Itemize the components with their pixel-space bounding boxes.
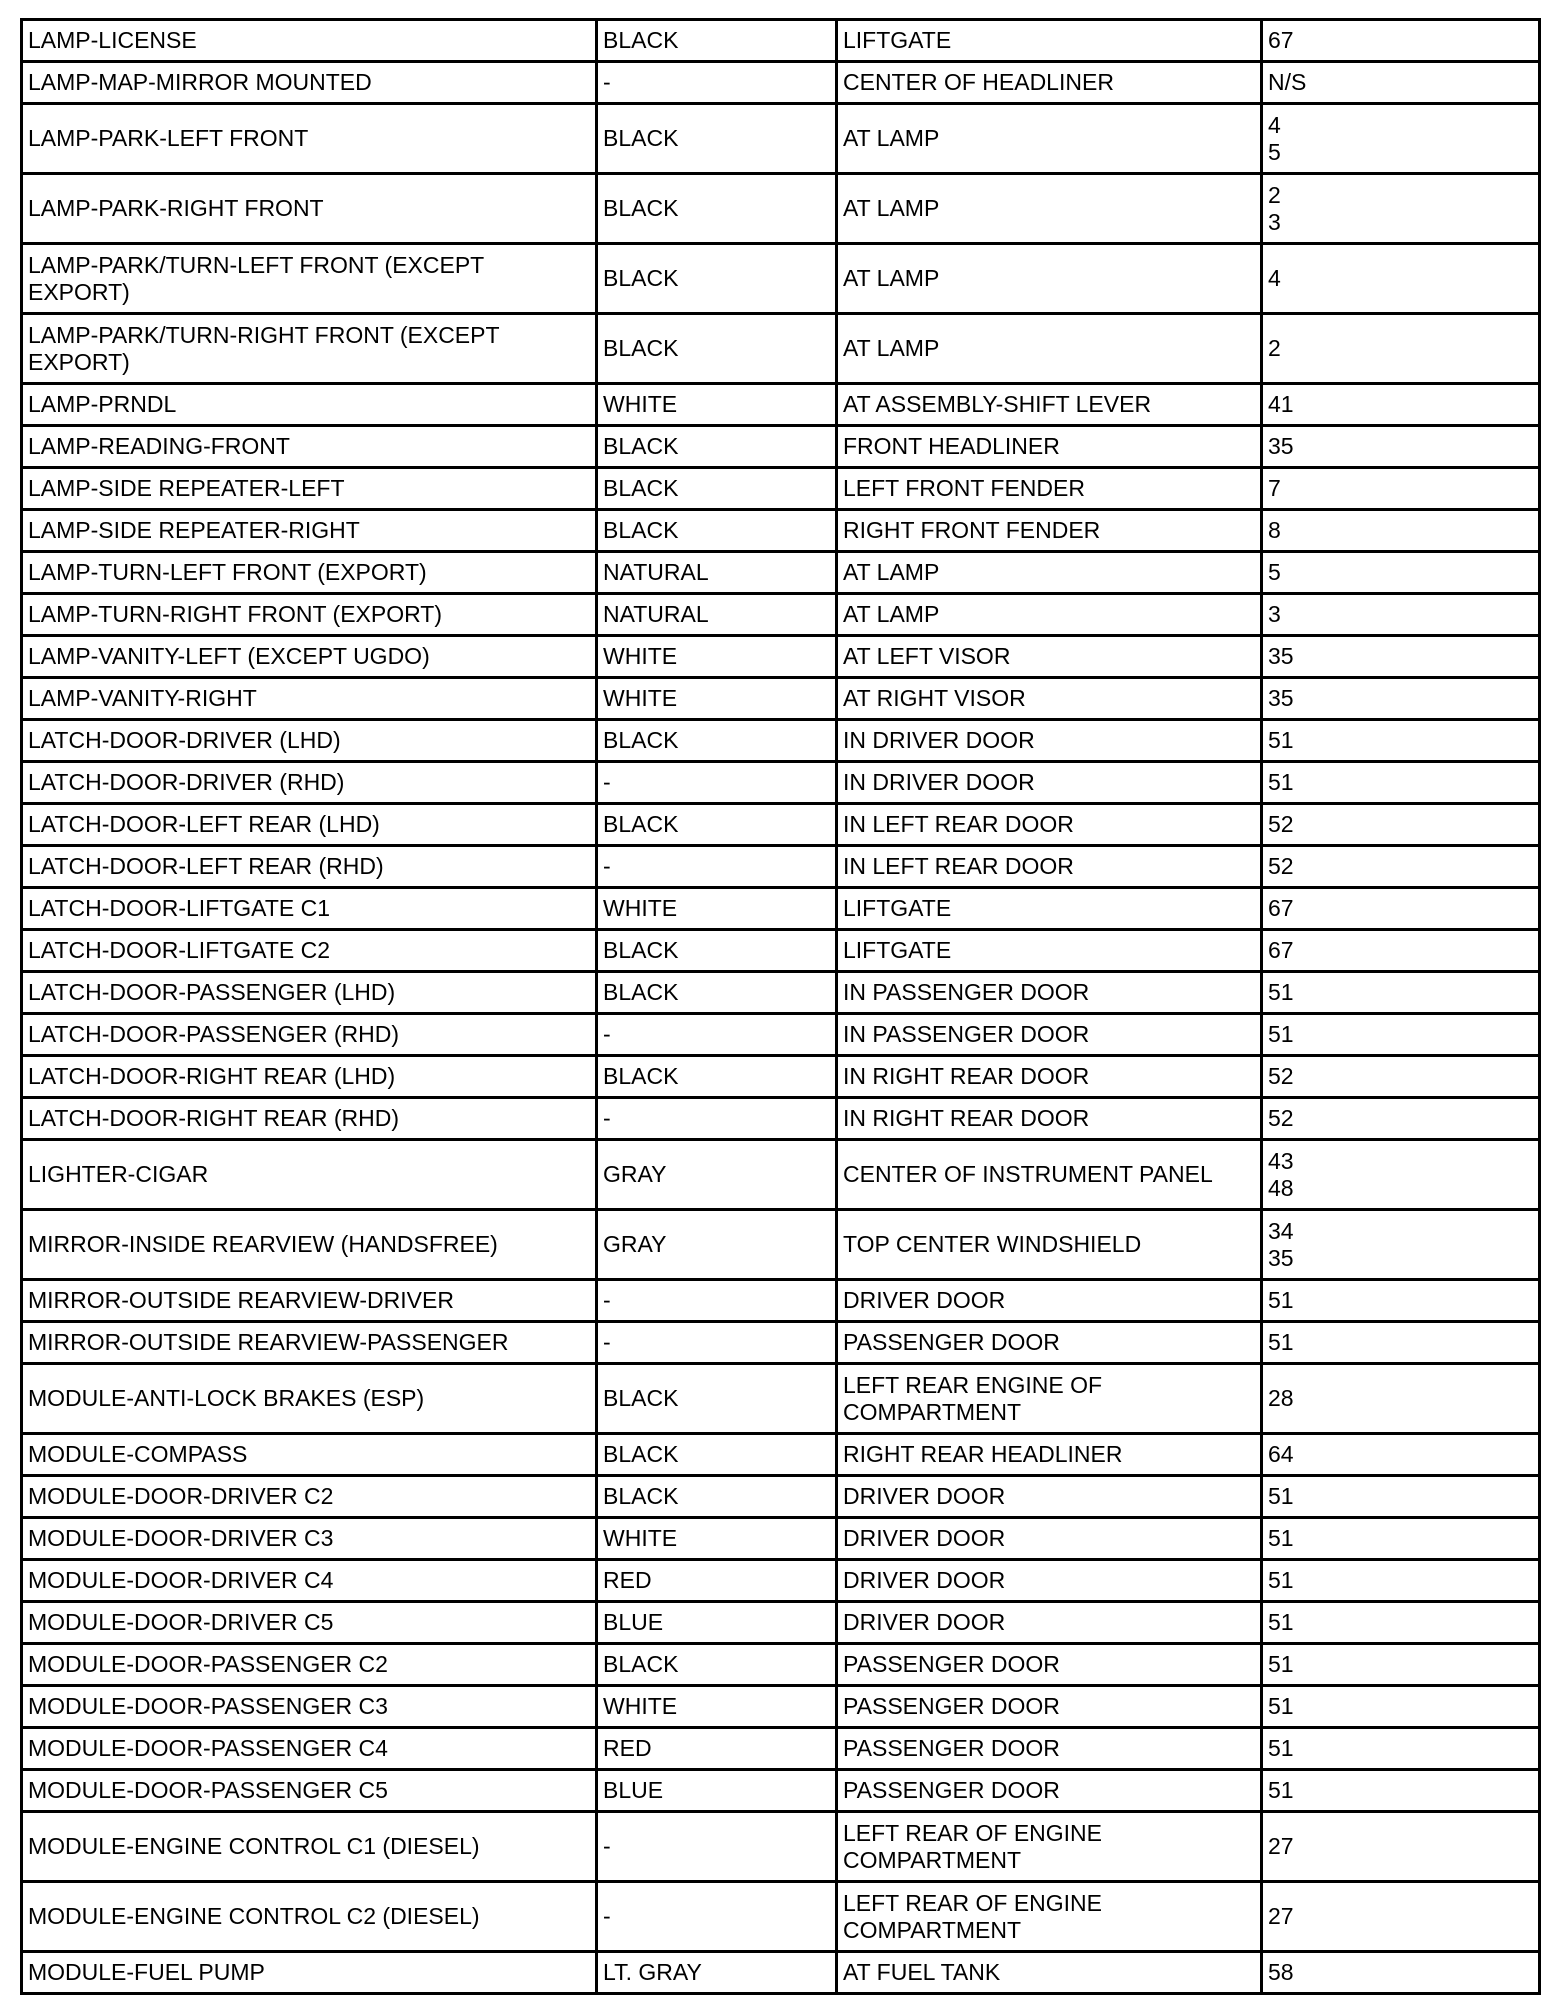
- location-cell: AT LEFT VISOR: [837, 636, 1262, 678]
- component-cell: LATCH-DOOR-RIGHT REAR (LHD): [22, 1056, 597, 1098]
- figure-cell: 51: [1262, 1560, 1540, 1602]
- figure-cell: 51: [1262, 762, 1540, 804]
- component-cell: LATCH-DOOR-PASSENGER (LHD): [22, 972, 597, 1014]
- location-cell: DRIVER DOOR: [837, 1560, 1262, 1602]
- table-body: [22, 20, 1540, 1994]
- table-row: [22, 762, 1540, 804]
- figure-cell: 52: [1262, 1098, 1540, 1140]
- table-row: [22, 1770, 1540, 1812]
- figure-cell: 51: [1262, 720, 1540, 762]
- component-cell: MODULE-ANTI-LOCK BRAKES (ESP): [22, 1364, 597, 1434]
- figure-cell: 35: [1262, 426, 1540, 468]
- figure-cell: 52: [1262, 1056, 1540, 1098]
- color-cell: BLACK: [597, 510, 837, 552]
- location-cell: DRIVER DOOR: [837, 1518, 1262, 1560]
- location-cell: AT LAMP: [837, 174, 1262, 244]
- figure-cell: 8: [1262, 510, 1540, 552]
- color-cell: BLACK: [597, 174, 837, 244]
- location-cell: DRIVER DOOR: [837, 1476, 1262, 1518]
- color-cell: BLACK: [597, 972, 837, 1014]
- figure-cell: 43 48: [1262, 1140, 1540, 1210]
- color-cell: RED: [597, 1560, 837, 1602]
- table-row: [22, 468, 1540, 510]
- location-cell: LEFT REAR OF ENGINE COMPARTMENT: [837, 1882, 1262, 1952]
- color-cell: LT. GRAY: [597, 1952, 837, 1994]
- figure-cell: 3: [1262, 594, 1540, 636]
- table-row: [22, 1560, 1540, 1602]
- figure-cell: 34 35: [1262, 1210, 1540, 1280]
- component-cell: MODULE-ENGINE CONTROL C1 (DIESEL): [22, 1812, 597, 1882]
- connector-table: [20, 18, 1541, 1995]
- component-cell: LAMP-PARK/TURN-RIGHT FRONT (EXCEPT EXPORT): [22, 314, 597, 384]
- location-cell: AT LAMP: [837, 314, 1262, 384]
- location-cell: AT LAMP: [837, 594, 1262, 636]
- table-row: [22, 510, 1540, 552]
- color-cell: BLACK: [597, 20, 837, 62]
- figure-cell: 64: [1262, 1434, 1540, 1476]
- table-row: [22, 1602, 1540, 1644]
- figure-cell: 52: [1262, 804, 1540, 846]
- component-cell: MODULE-COMPASS: [22, 1434, 597, 1476]
- component-cell: LAMP-TURN-RIGHT FRONT (EXPORT): [22, 594, 597, 636]
- component-cell: LIGHTER-CIGAR: [22, 1140, 597, 1210]
- component-cell: MODULE-DOOR-DRIVER C4: [22, 1560, 597, 1602]
- component-cell: MODULE-DOOR-PASSENGER C5: [22, 1770, 597, 1812]
- location-cell: LIFTGATE: [837, 888, 1262, 930]
- component-cell: LATCH-DOOR-LIFTGATE C1: [22, 888, 597, 930]
- table-row: [22, 244, 1540, 314]
- color-cell: NATURAL: [597, 552, 837, 594]
- component-cell: LAMP-VANITY-LEFT (EXCEPT UGDO): [22, 636, 597, 678]
- location-cell: LIFTGATE: [837, 930, 1262, 972]
- component-cell: LAMP-MAP-MIRROR MOUNTED: [22, 62, 597, 104]
- table-row: [22, 930, 1540, 972]
- figure-cell: 67: [1262, 888, 1540, 930]
- table-row: [22, 174, 1540, 244]
- component-cell: MIRROR-OUTSIDE REARVIEW-PASSENGER: [22, 1322, 597, 1364]
- table-row: [22, 384, 1540, 426]
- figure-cell: N/S: [1262, 62, 1540, 104]
- table-row: [22, 1686, 1540, 1728]
- color-cell: BLACK: [597, 244, 837, 314]
- table-row: [22, 636, 1540, 678]
- component-cell: LATCH-DOOR-LIFTGATE C2: [22, 930, 597, 972]
- color-cell: WHITE: [597, 1518, 837, 1560]
- table-row: [22, 1014, 1540, 1056]
- color-cell: BLUE: [597, 1770, 837, 1812]
- location-cell: FRONT HEADLINER: [837, 426, 1262, 468]
- color-cell: NATURAL: [597, 594, 837, 636]
- color-cell: -: [597, 1014, 837, 1056]
- table-row: [22, 888, 1540, 930]
- color-cell: -: [597, 1280, 837, 1322]
- table-row: [22, 804, 1540, 846]
- figure-cell: 51: [1262, 1602, 1540, 1644]
- component-cell: LAMP-PRNDL: [22, 384, 597, 426]
- location-cell: AT FUEL TANK: [837, 1952, 1262, 1994]
- table-row: [22, 1056, 1540, 1098]
- component-cell: LAMP-PARK-LEFT FRONT: [22, 104, 597, 174]
- figure-cell: 4: [1262, 244, 1540, 314]
- location-cell: AT LAMP: [837, 244, 1262, 314]
- component-cell: MODULE-DOOR-PASSENGER C2: [22, 1644, 597, 1686]
- table-row: [22, 20, 1540, 62]
- location-cell: CENTER OF HEADLINER: [837, 62, 1262, 104]
- color-cell: BLACK: [597, 720, 837, 762]
- figure-cell: 67: [1262, 930, 1540, 972]
- location-cell: IN RIGHT REAR DOOR: [837, 1056, 1262, 1098]
- color-cell: WHITE: [597, 888, 837, 930]
- color-cell: -: [597, 1098, 837, 1140]
- color-cell: BLACK: [597, 1364, 837, 1434]
- component-cell: LATCH-DOOR-DRIVER (LHD): [22, 720, 597, 762]
- color-cell: -: [597, 1812, 837, 1882]
- table-row: [22, 62, 1540, 104]
- figure-cell: 51: [1262, 1322, 1540, 1364]
- figure-cell: 35: [1262, 636, 1540, 678]
- table-row: [22, 1644, 1540, 1686]
- table-row: [22, 1322, 1540, 1364]
- figure-cell: 5: [1262, 552, 1540, 594]
- component-cell: MODULE-DOOR-PASSENGER C4: [22, 1728, 597, 1770]
- table-row: [22, 314, 1540, 384]
- figure-cell: 51: [1262, 1728, 1540, 1770]
- location-cell: CENTER OF INSTRUMENT PANEL: [837, 1140, 1262, 1210]
- location-cell: IN DRIVER DOOR: [837, 720, 1262, 762]
- component-cell: LATCH-DOOR-LEFT REAR (LHD): [22, 804, 597, 846]
- location-cell: AT LAMP: [837, 552, 1262, 594]
- location-cell: AT RIGHT VISOR: [837, 678, 1262, 720]
- table-row: [22, 552, 1540, 594]
- table-row: [22, 1728, 1540, 1770]
- color-cell: WHITE: [597, 636, 837, 678]
- color-cell: BLACK: [597, 804, 837, 846]
- color-cell: GRAY: [597, 1140, 837, 1210]
- figure-cell: 28: [1262, 1364, 1540, 1434]
- table-row: [22, 1952, 1540, 1994]
- table-row: [22, 1476, 1540, 1518]
- location-cell: PASSENGER DOOR: [837, 1322, 1262, 1364]
- table-row: [22, 1210, 1540, 1280]
- location-cell: LIFTGATE: [837, 20, 1262, 62]
- figure-cell: 41: [1262, 384, 1540, 426]
- color-cell: -: [597, 846, 837, 888]
- table-row: [22, 426, 1540, 468]
- figure-cell: 51: [1262, 1518, 1540, 1560]
- table-row: [22, 1434, 1540, 1476]
- location-cell: AT LAMP: [837, 104, 1262, 174]
- figure-cell: 4 5: [1262, 104, 1540, 174]
- component-cell: LAMP-SIDE REPEATER-RIGHT: [22, 510, 597, 552]
- component-cell: MODULE-DOOR-DRIVER C3: [22, 1518, 597, 1560]
- location-cell: PASSENGER DOOR: [837, 1728, 1262, 1770]
- color-cell: BLACK: [597, 468, 837, 510]
- color-cell: BLACK: [597, 1476, 837, 1518]
- component-cell: MODULE-FUEL PUMP: [22, 1952, 597, 1994]
- figure-cell: 35: [1262, 678, 1540, 720]
- figure-cell: 67: [1262, 20, 1540, 62]
- color-cell: BLACK: [597, 1056, 837, 1098]
- location-cell: TOP CENTER WINDSHIELD: [837, 1210, 1262, 1280]
- figure-cell: 51: [1262, 1280, 1540, 1322]
- color-cell: GRAY: [597, 1210, 837, 1280]
- location-cell: IN DRIVER DOOR: [837, 762, 1262, 804]
- component-cell: LAMP-READING-FRONT: [22, 426, 597, 468]
- component-cell: MODULE-ENGINE CONTROL C2 (DIESEL): [22, 1882, 597, 1952]
- color-cell: -: [597, 1882, 837, 1952]
- location-cell: DRIVER DOOR: [837, 1602, 1262, 1644]
- table-row: [22, 1098, 1540, 1140]
- color-cell: RED: [597, 1728, 837, 1770]
- component-cell: LATCH-DOOR-RIGHT REAR (RHD): [22, 1098, 597, 1140]
- color-cell: BLACK: [597, 104, 837, 174]
- component-cell: MIRROR-OUTSIDE REARVIEW-DRIVER: [22, 1280, 597, 1322]
- location-cell: IN LEFT REAR DOOR: [837, 804, 1262, 846]
- color-cell: BLACK: [597, 426, 837, 468]
- table-row: [22, 104, 1540, 174]
- color-cell: WHITE: [597, 384, 837, 426]
- figure-cell: 51: [1262, 1644, 1540, 1686]
- location-cell: IN RIGHT REAR DOOR: [837, 1098, 1262, 1140]
- figure-cell: 58: [1262, 1952, 1540, 1994]
- color-cell: -: [597, 62, 837, 104]
- component-cell: LATCH-DOOR-PASSENGER (RHD): [22, 1014, 597, 1056]
- location-cell: LEFT REAR ENGINE OF COMPARTMENT: [837, 1364, 1262, 1434]
- table-row: [22, 1140, 1540, 1210]
- figure-cell: 51: [1262, 1476, 1540, 1518]
- table-row: [22, 594, 1540, 636]
- component-cell: MODULE-DOOR-DRIVER C5: [22, 1602, 597, 1644]
- table-row: [22, 1280, 1540, 1322]
- component-cell: LAMP-PARK-RIGHT FRONT: [22, 174, 597, 244]
- figure-cell: 52: [1262, 846, 1540, 888]
- component-cell: LAMP-TURN-LEFT FRONT (EXPORT): [22, 552, 597, 594]
- figure-cell: 51: [1262, 1770, 1540, 1812]
- table-row: [22, 1518, 1540, 1560]
- color-cell: -: [597, 1322, 837, 1364]
- component-cell: MODULE-DOOR-PASSENGER C3: [22, 1686, 597, 1728]
- color-cell: BLUE: [597, 1602, 837, 1644]
- location-cell: AT ASSEMBLY-SHIFT LEVER: [837, 384, 1262, 426]
- location-cell: PASSENGER DOOR: [837, 1770, 1262, 1812]
- location-cell: PASSENGER DOOR: [837, 1686, 1262, 1728]
- location-cell: LEFT FRONT FENDER: [837, 468, 1262, 510]
- color-cell: BLACK: [597, 1644, 837, 1686]
- location-cell: LEFT REAR OF ENGINE COMPARTMENT: [837, 1812, 1262, 1882]
- color-cell: WHITE: [597, 1686, 837, 1728]
- table-row: [22, 846, 1540, 888]
- figure-cell: 51: [1262, 1014, 1540, 1056]
- component-cell: LAMP-LICENSE: [22, 20, 597, 62]
- figure-cell: 27: [1262, 1882, 1540, 1952]
- component-cell: MODULE-DOOR-DRIVER C2: [22, 1476, 597, 1518]
- component-cell: LAMP-SIDE REPEATER-LEFT: [22, 468, 597, 510]
- figure-cell: 2: [1262, 314, 1540, 384]
- color-cell: BLACK: [597, 314, 837, 384]
- table-row: [22, 1882, 1540, 1952]
- table-row: [22, 1364, 1540, 1434]
- location-cell: IN LEFT REAR DOOR: [837, 846, 1262, 888]
- location-cell: IN PASSENGER DOOR: [837, 972, 1262, 1014]
- component-cell: LAMP-PARK/TURN-LEFT FRONT (EXCEPT EXPORT): [22, 244, 597, 314]
- location-cell: DRIVER DOOR: [837, 1280, 1262, 1322]
- table-row: [22, 720, 1540, 762]
- location-cell: RIGHT FRONT FENDER: [837, 510, 1262, 552]
- component-cell: MIRROR-INSIDE REARVIEW (HANDSFREE): [22, 1210, 597, 1280]
- component-cell: LAMP-VANITY-RIGHT: [22, 678, 597, 720]
- figure-cell: 27: [1262, 1812, 1540, 1882]
- figure-cell: 7: [1262, 468, 1540, 510]
- table-row: [22, 1812, 1540, 1882]
- color-cell: BLACK: [597, 930, 837, 972]
- location-cell: RIGHT REAR HEADLINER: [837, 1434, 1262, 1476]
- color-cell: -: [597, 762, 837, 804]
- figure-cell: 51: [1262, 1686, 1540, 1728]
- table-row: [22, 972, 1540, 1014]
- table-row: [22, 678, 1540, 720]
- figure-cell: 2 3: [1262, 174, 1540, 244]
- location-cell: IN PASSENGER DOOR: [837, 1014, 1262, 1056]
- color-cell: BLACK: [597, 1434, 837, 1476]
- figure-cell: 51: [1262, 972, 1540, 1014]
- component-cell: LATCH-DOOR-LEFT REAR (RHD): [22, 846, 597, 888]
- location-cell: PASSENGER DOOR: [837, 1644, 1262, 1686]
- component-cell: LATCH-DOOR-DRIVER (RHD): [22, 762, 597, 804]
- color-cell: WHITE: [597, 678, 837, 720]
